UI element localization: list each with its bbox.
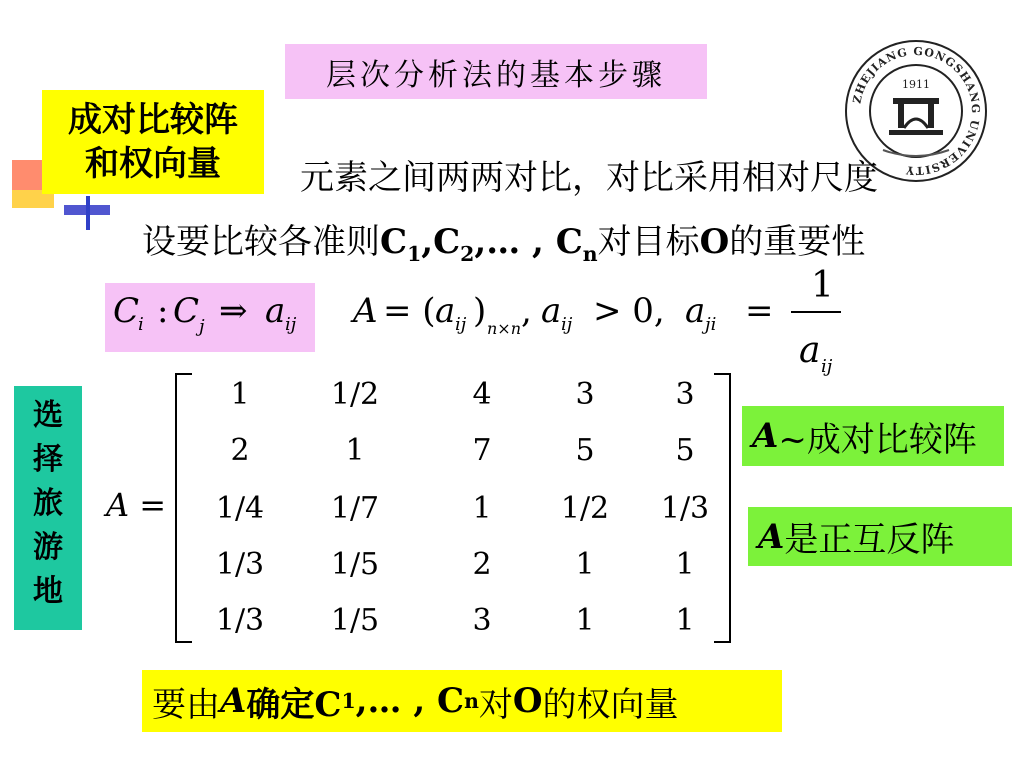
matrix-cell: 7: [472, 433, 492, 468]
bottom-suffix1: 对: [478, 684, 513, 725]
svg-text:⇒: ⇒: [219, 291, 248, 331]
matrix-right-bracket: [714, 374, 730, 642]
setup-O: O: [699, 222, 730, 262]
matrix-cell: 1: [675, 603, 695, 638]
intro-text: 元素之间两两对比，对比采用相对尺度: [300, 158, 878, 198]
matrix-cell: 3: [472, 603, 492, 638]
section-label-line1: 成对比较阵: [68, 100, 238, 140]
svg-text:a: a: [799, 330, 821, 371]
matrix-cell: 1: [345, 433, 365, 468]
note2-var: A: [758, 516, 785, 557]
matrix-cell: 2: [230, 433, 250, 468]
section-label-line2: 和权向量: [85, 144, 221, 184]
svg-text:ji: ji: [705, 314, 717, 335]
side-label-char: 地: [33, 574, 63, 609]
svg-text:A: A: [353, 291, 378, 331]
svg-text:ij: ij: [561, 314, 573, 335]
matrix-cell: 1/3: [215, 547, 265, 582]
matrix-cell: 1: [675, 547, 695, 582]
svg-text:j: j: [199, 316, 205, 337]
setup-subn: n: [582, 241, 598, 266]
svg-text:i: i: [138, 314, 144, 335]
decor-blue-line: [86, 196, 90, 230]
bottom-prefix: 要由: [152, 684, 220, 725]
svg-text:= (: = (: [383, 291, 436, 331]
matrix-cell: 3: [675, 377, 695, 412]
matrix-label: A =: [106, 486, 167, 524]
matrix-cell: 1: [472, 491, 492, 526]
matrix-cell: 1/5: [330, 603, 380, 638]
svg-text:ij: ij: [455, 314, 467, 335]
setup-prefix: 设要比较各准则: [142, 222, 380, 262]
svg-text:C: C: [173, 291, 200, 331]
setup-c2: C: [433, 222, 461, 262]
bottom-mid: 确定C: [246, 684, 342, 725]
svg-text:a: a: [685, 291, 706, 331]
matrix-cell: 5: [675, 433, 695, 468]
section-label: [42, 90, 264, 194]
svg-text:> 0,: > 0,: [593, 291, 665, 331]
side-label: [14, 386, 82, 630]
matrix-cell: 1/2: [560, 491, 610, 526]
matrix-cell: 1/4: [215, 491, 265, 526]
svg-text:ij: ij: [285, 314, 297, 335]
setup-text: 设要比较各准则$C_1,C_2,\dots$ , $C_n$对目标O的重要性: [142, 222, 866, 266]
note1-var: A: [752, 416, 779, 456]
setup-suffix1: 对目标: [597, 222, 700, 262]
bottom-sub1: 1: [341, 689, 356, 713]
note-positive-reciprocal: [748, 507, 1012, 566]
bottom-conclusion: [142, 670, 782, 732]
svg-text:n×n: n×n: [487, 319, 522, 338]
matrix-cell: 1/2: [330, 377, 380, 412]
setup-sub2: 2: [460, 241, 475, 266]
svg-text::: :: [157, 291, 169, 331]
svg-text:a: a: [541, 291, 562, 331]
matrix-left-bracket: [176, 374, 192, 642]
seal-ring-text: ZHEJIANG GONGSHANG UNIVERSITY: [850, 44, 983, 178]
seal-year: 1911: [902, 78, 930, 91]
bottom-O: O: [512, 681, 543, 721]
note2-text: 是正互反阵: [784, 520, 955, 560]
note-pairwise-matrix: [742, 406, 1004, 466]
svg-text:a: a: [265, 291, 286, 331]
svg-text:a: a: [435, 291, 456, 331]
svg-text:1: 1: [811, 265, 834, 306]
svg-text:): ): [473, 291, 487, 331]
bottom-subn: n: [464, 689, 479, 713]
svg-text:ij: ij: [821, 356, 833, 377]
matrix-cell: 1/3: [215, 603, 265, 638]
setup-suffix2: 的重要性: [729, 222, 866, 262]
matrix-cell: 4: [472, 377, 492, 412]
matrix-cell: 1: [230, 377, 250, 412]
matrix-cell: 1/5: [330, 547, 380, 582]
note1-text: ~成对比较阵: [778, 419, 977, 460]
bottom-mid2: ,… , C: [355, 681, 465, 721]
matrix-cell: 1/7: [330, 491, 380, 526]
side-label-char: 旅: [33, 486, 63, 521]
svg-text:=: =: [745, 291, 774, 331]
side-label-char: 择: [33, 442, 63, 477]
side-label-char: 游: [33, 530, 63, 565]
matrix-cell: 1: [575, 603, 595, 638]
setup-c: C: [380, 222, 408, 262]
matrix-cell: 1: [575, 547, 595, 582]
setup-sub1: 1: [407, 241, 422, 266]
bottom-suffix2: 的权向量: [542, 684, 679, 725]
comparison-matrix: [100, 368, 740, 650]
matrix-cell: 2: [472, 547, 492, 582]
matrix-cell: 5: [575, 433, 595, 468]
setup-mid: ,… , C: [474, 222, 583, 262]
bottom-var: A: [220, 681, 247, 721]
svg-text:C: C: [113, 291, 140, 331]
side-label-char: 选: [33, 398, 63, 433]
matrix-cell: 1/3: [660, 491, 710, 526]
svg-text:,: ,: [521, 291, 532, 331]
matrix-cell: 3: [575, 377, 595, 412]
formula-line: [105, 262, 865, 382]
slide-title: 层次分析法的基本步骤: [285, 44, 707, 99]
